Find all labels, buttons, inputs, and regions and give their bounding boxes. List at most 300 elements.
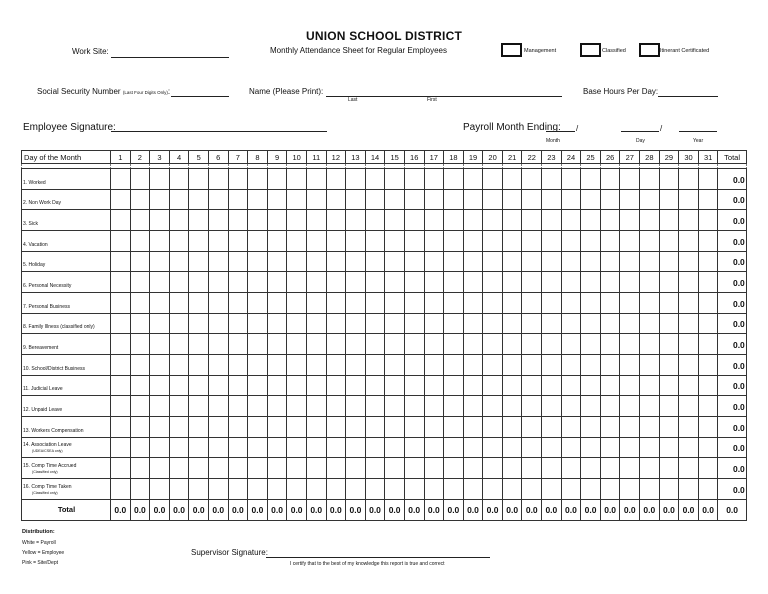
- day-entry-cell[interactable]: [620, 396, 640, 417]
- day-entry-cell[interactable]: [463, 396, 483, 417]
- day-entry-cell[interactable]: [522, 458, 542, 479]
- day-entry-cell[interactable]: [542, 354, 562, 375]
- day-entry-cell[interactable]: [228, 313, 248, 334]
- supervisor-signature-field[interactable]: [266, 557, 490, 558]
- day-entry-cell[interactable]: [267, 334, 287, 355]
- day-entry-cell[interactable]: [659, 231, 679, 252]
- day-entry-cell[interactable]: [640, 375, 660, 396]
- day-entry-cell[interactable]: [424, 375, 444, 396]
- day-entry-cell[interactable]: [424, 169, 444, 190]
- day-entry-cell[interactable]: [248, 458, 268, 479]
- day-entry-cell[interactable]: [130, 210, 150, 231]
- day-entry-cell[interactable]: [306, 354, 326, 375]
- day-entry-cell[interactable]: [267, 210, 287, 231]
- day-entry-cell[interactable]: [424, 437, 444, 458]
- day-entry-cell[interactable]: [346, 354, 366, 375]
- day-entry-cell[interactable]: [600, 231, 620, 252]
- day-entry-cell[interactable]: [659, 189, 679, 210]
- day-entry-cell[interactable]: [600, 396, 620, 417]
- day-entry-cell[interactable]: [463, 231, 483, 252]
- day-entry-cell[interactable]: [169, 313, 189, 334]
- day-entry-cell[interactable]: [228, 189, 248, 210]
- day-entry-cell[interactable]: [267, 458, 287, 479]
- day-entry-cell[interactable]: [248, 313, 268, 334]
- day-entry-cell[interactable]: [679, 210, 699, 231]
- day-entry-cell[interactable]: [228, 293, 248, 314]
- day-entry-cell[interactable]: [522, 293, 542, 314]
- day-entry-cell[interactable]: [581, 437, 601, 458]
- day-entry-cell[interactable]: [620, 251, 640, 272]
- day-entry-cell[interactable]: [463, 354, 483, 375]
- day-entry-cell[interactable]: [228, 210, 248, 231]
- day-entry-cell[interactable]: [620, 354, 640, 375]
- day-entry-cell[interactable]: [150, 169, 170, 190]
- day-entry-cell[interactable]: [483, 231, 503, 252]
- day-entry-cell[interactable]: [522, 478, 542, 499]
- day-entry-cell[interactable]: [659, 293, 679, 314]
- day-entry-cell[interactable]: [561, 416, 581, 437]
- day-entry-cell[interactable]: [581, 375, 601, 396]
- day-entry-cell[interactable]: [424, 334, 444, 355]
- day-entry-cell[interactable]: [542, 478, 562, 499]
- day-entry-cell[interactable]: [385, 437, 405, 458]
- day-entry-cell[interactable]: [287, 416, 307, 437]
- day-entry-cell[interactable]: [130, 334, 150, 355]
- day-entry-cell[interactable]: [248, 231, 268, 252]
- day-entry-cell[interactable]: [169, 375, 189, 396]
- day-entry-cell[interactable]: [698, 272, 718, 293]
- day-entry-cell[interactable]: [189, 354, 209, 375]
- day-entry-cell[interactable]: [248, 272, 268, 293]
- day-entry-cell[interactable]: [208, 169, 228, 190]
- day-entry-cell[interactable]: [444, 478, 464, 499]
- day-entry-cell[interactable]: [267, 354, 287, 375]
- day-entry-cell[interactable]: [502, 231, 522, 252]
- day-entry-cell[interactable]: [659, 334, 679, 355]
- day-entry-cell[interactable]: [385, 169, 405, 190]
- day-entry-cell[interactable]: [620, 375, 640, 396]
- day-entry-cell[interactable]: [306, 293, 326, 314]
- day-entry-cell[interactable]: [169, 334, 189, 355]
- day-entry-cell[interactable]: [385, 293, 405, 314]
- day-entry-cell[interactable]: [189, 437, 209, 458]
- day-entry-cell[interactable]: [463, 478, 483, 499]
- day-entry-cell[interactable]: [111, 458, 131, 479]
- day-entry-cell[interactable]: [659, 169, 679, 190]
- day-entry-cell[interactable]: [287, 251, 307, 272]
- ssn-field[interactable]: [171, 96, 229, 97]
- day-entry-cell[interactable]: [111, 210, 131, 231]
- day-entry-cell[interactable]: [542, 375, 562, 396]
- day-entry-cell[interactable]: [522, 231, 542, 252]
- day-entry-cell[interactable]: [130, 313, 150, 334]
- day-entry-cell[interactable]: [659, 313, 679, 334]
- day-entry-cell[interactable]: [561, 169, 581, 190]
- day-entry-cell[interactable]: [522, 334, 542, 355]
- day-entry-cell[interactable]: [483, 210, 503, 231]
- day-entry-cell[interactable]: [208, 251, 228, 272]
- day-entry-cell[interactable]: [698, 293, 718, 314]
- day-entry-cell[interactable]: [346, 169, 366, 190]
- day-entry-cell[interactable]: [385, 458, 405, 479]
- day-entry-cell[interactable]: [483, 478, 503, 499]
- day-entry-cell[interactable]: [444, 313, 464, 334]
- day-entry-cell[interactable]: [208, 293, 228, 314]
- day-entry-cell[interactable]: [600, 293, 620, 314]
- day-entry-cell[interactable]: [600, 354, 620, 375]
- day-entry-cell[interactable]: [287, 169, 307, 190]
- day-entry-cell[interactable]: [561, 375, 581, 396]
- day-entry-cell[interactable]: [542, 334, 562, 355]
- day-entry-cell[interactable]: [385, 375, 405, 396]
- day-entry-cell[interactable]: [502, 169, 522, 190]
- day-entry-cell[interactable]: [502, 354, 522, 375]
- day-entry-cell[interactable]: [561, 437, 581, 458]
- day-entry-cell[interactable]: [698, 354, 718, 375]
- day-entry-cell[interactable]: [698, 169, 718, 190]
- day-entry-cell[interactable]: [228, 231, 248, 252]
- day-entry-cell[interactable]: [248, 189, 268, 210]
- day-entry-cell[interactable]: [502, 210, 522, 231]
- day-entry-cell[interactable]: [659, 210, 679, 231]
- day-entry-cell[interactable]: [189, 458, 209, 479]
- day-entry-cell[interactable]: [306, 189, 326, 210]
- day-entry-cell[interactable]: [404, 231, 424, 252]
- day-entry-cell[interactable]: [169, 169, 189, 190]
- day-entry-cell[interactable]: [620, 313, 640, 334]
- day-entry-cell[interactable]: [444, 375, 464, 396]
- day-entry-cell[interactable]: [267, 293, 287, 314]
- day-entry-cell[interactable]: [326, 458, 346, 479]
- day-entry-cell[interactable]: [150, 396, 170, 417]
- day-entry-cell[interactable]: [659, 272, 679, 293]
- day-entry-cell[interactable]: [502, 189, 522, 210]
- day-entry-cell[interactable]: [444, 437, 464, 458]
- day-entry-cell[interactable]: [169, 231, 189, 252]
- day-entry-cell[interactable]: [404, 293, 424, 314]
- day-entry-cell[interactable]: [326, 437, 346, 458]
- day-entry-cell[interactable]: [679, 458, 699, 479]
- day-entry-cell[interactable]: [169, 478, 189, 499]
- day-entry-cell[interactable]: [698, 210, 718, 231]
- day-entry-cell[interactable]: [483, 169, 503, 190]
- day-entry-cell[interactable]: [169, 354, 189, 375]
- day-entry-cell[interactable]: [600, 272, 620, 293]
- day-entry-cell[interactable]: [150, 437, 170, 458]
- day-entry-cell[interactable]: [463, 293, 483, 314]
- day-entry-cell[interactable]: [346, 416, 366, 437]
- day-entry-cell[interactable]: [640, 458, 660, 479]
- day-entry-cell[interactable]: [522, 416, 542, 437]
- day-entry-cell[interactable]: [385, 354, 405, 375]
- day-entry-cell[interactable]: [326, 478, 346, 499]
- day-entry-cell[interactable]: [483, 354, 503, 375]
- day-entry-cell[interactable]: [287, 375, 307, 396]
- day-entry-cell[interactable]: [424, 396, 444, 417]
- day-entry-cell[interactable]: [483, 396, 503, 417]
- day-entry-cell[interactable]: [542, 458, 562, 479]
- day-entry-cell[interactable]: [169, 396, 189, 417]
- day-entry-cell[interactable]: [130, 396, 150, 417]
- day-entry-cell[interactable]: [208, 478, 228, 499]
- day-entry-cell[interactable]: [287, 396, 307, 417]
- day-entry-cell[interactable]: [208, 334, 228, 355]
- day-entry-cell[interactable]: [267, 478, 287, 499]
- day-entry-cell[interactable]: [189, 375, 209, 396]
- day-entry-cell[interactable]: [287, 334, 307, 355]
- day-entry-cell[interactable]: [189, 189, 209, 210]
- day-entry-cell[interactable]: [581, 396, 601, 417]
- day-entry-cell[interactable]: [640, 334, 660, 355]
- day-entry-cell[interactable]: [424, 251, 444, 272]
- day-entry-cell[interactable]: [424, 313, 444, 334]
- day-entry-cell[interactable]: [463, 375, 483, 396]
- day-entry-cell[interactable]: [561, 293, 581, 314]
- day-entry-cell[interactable]: [561, 231, 581, 252]
- day-entry-cell[interactable]: [581, 334, 601, 355]
- day-entry-cell[interactable]: [365, 189, 385, 210]
- day-entry-cell[interactable]: [542, 396, 562, 417]
- day-entry-cell[interactable]: [679, 251, 699, 272]
- day-entry-cell[interactable]: [444, 354, 464, 375]
- day-entry-cell[interactable]: [248, 478, 268, 499]
- work-site-field[interactable]: [111, 57, 229, 58]
- day-entry-cell[interactable]: [130, 169, 150, 190]
- day-entry-cell[interactable]: [698, 231, 718, 252]
- day-entry-cell[interactable]: [306, 313, 326, 334]
- day-entry-cell[interactable]: [228, 169, 248, 190]
- day-entry-cell[interactable]: [385, 210, 405, 231]
- day-entry-cell[interactable]: [561, 396, 581, 417]
- day-entry-cell[interactable]: [542, 169, 562, 190]
- day-entry-cell[interactable]: [130, 272, 150, 293]
- day-entry-cell[interactable]: [346, 210, 366, 231]
- day-entry-cell[interactable]: [581, 416, 601, 437]
- day-entry-cell[interactable]: [502, 458, 522, 479]
- day-entry-cell[interactable]: [404, 334, 424, 355]
- day-entry-cell[interactable]: [561, 210, 581, 231]
- day-entry-cell[interactable]: [306, 272, 326, 293]
- day-entry-cell[interactable]: [561, 313, 581, 334]
- day-entry-cell[interactable]: [267, 396, 287, 417]
- day-entry-cell[interactable]: [150, 272, 170, 293]
- day-entry-cell[interactable]: [267, 169, 287, 190]
- day-entry-cell[interactable]: [326, 169, 346, 190]
- day-entry-cell[interactable]: [483, 334, 503, 355]
- day-entry-cell[interactable]: [620, 416, 640, 437]
- day-entry-cell[interactable]: [404, 210, 424, 231]
- day-entry-cell[interactable]: [600, 437, 620, 458]
- day-entry-cell[interactable]: [404, 458, 424, 479]
- day-entry-cell[interactable]: [365, 375, 385, 396]
- day-entry-cell[interactable]: [659, 416, 679, 437]
- day-entry-cell[interactable]: [463, 458, 483, 479]
- day-entry-cell[interactable]: [444, 210, 464, 231]
- day-entry-cell[interactable]: [306, 458, 326, 479]
- day-entry-cell[interactable]: [346, 375, 366, 396]
- day-entry-cell[interactable]: [150, 293, 170, 314]
- payroll-year-field[interactable]: [679, 131, 717, 132]
- day-entry-cell[interactable]: [385, 313, 405, 334]
- day-entry-cell[interactable]: [228, 458, 248, 479]
- day-entry-cell[interactable]: [130, 437, 150, 458]
- day-entry-cell[interactable]: [444, 293, 464, 314]
- day-entry-cell[interactable]: [404, 251, 424, 272]
- day-entry-cell[interactable]: [248, 375, 268, 396]
- day-entry-cell[interactable]: [522, 272, 542, 293]
- day-entry-cell[interactable]: [502, 313, 522, 334]
- day-entry-cell[interactable]: [444, 231, 464, 252]
- day-entry-cell[interactable]: [679, 416, 699, 437]
- day-entry-cell[interactable]: [365, 313, 385, 334]
- day-entry-cell[interactable]: [111, 189, 131, 210]
- day-entry-cell[interactable]: [444, 189, 464, 210]
- day-entry-cell[interactable]: [169, 251, 189, 272]
- day-entry-cell[interactable]: [581, 293, 601, 314]
- day-entry-cell[interactable]: [189, 416, 209, 437]
- day-entry-cell[interactable]: [306, 231, 326, 252]
- day-entry-cell[interactable]: [542, 437, 562, 458]
- day-entry-cell[interactable]: [600, 334, 620, 355]
- day-entry-cell[interactable]: [483, 189, 503, 210]
- day-entry-cell[interactable]: [581, 458, 601, 479]
- day-entry-cell[interactable]: [640, 189, 660, 210]
- day-entry-cell[interactable]: [150, 231, 170, 252]
- day-entry-cell[interactable]: [620, 272, 640, 293]
- day-entry-cell[interactable]: [150, 189, 170, 210]
- itinerant-certificated-checkbox[interactable]: [639, 43, 660, 57]
- day-entry-cell[interactable]: [248, 251, 268, 272]
- day-entry-cell[interactable]: [267, 272, 287, 293]
- day-entry-cell[interactable]: [424, 231, 444, 252]
- day-entry-cell[interactable]: [542, 189, 562, 210]
- day-entry-cell[interactable]: [522, 437, 542, 458]
- day-entry-cell[interactable]: [502, 478, 522, 499]
- day-entry-cell[interactable]: [208, 313, 228, 334]
- day-entry-cell[interactable]: [150, 334, 170, 355]
- day-entry-cell[interactable]: [502, 396, 522, 417]
- day-entry-cell[interactable]: [640, 396, 660, 417]
- day-entry-cell[interactable]: [248, 416, 268, 437]
- day-entry-cell[interactable]: [561, 272, 581, 293]
- day-entry-cell[interactable]: [600, 189, 620, 210]
- day-entry-cell[interactable]: [581, 169, 601, 190]
- day-entry-cell[interactable]: [561, 251, 581, 272]
- day-entry-cell[interactable]: [424, 272, 444, 293]
- day-entry-cell[interactable]: [326, 354, 346, 375]
- day-entry-cell[interactable]: [130, 375, 150, 396]
- day-entry-cell[interactable]: [581, 272, 601, 293]
- day-entry-cell[interactable]: [679, 272, 699, 293]
- day-entry-cell[interactable]: [679, 437, 699, 458]
- day-entry-cell[interactable]: [150, 210, 170, 231]
- day-entry-cell[interactable]: [169, 458, 189, 479]
- day-entry-cell[interactable]: [600, 478, 620, 499]
- day-entry-cell[interactable]: [189, 478, 209, 499]
- day-entry-cell[interactable]: [111, 313, 131, 334]
- day-entry-cell[interactable]: [189, 169, 209, 190]
- day-entry-cell[interactable]: [208, 231, 228, 252]
- day-entry-cell[interactable]: [111, 375, 131, 396]
- day-entry-cell[interactable]: [365, 354, 385, 375]
- day-entry-cell[interactable]: [463, 210, 483, 231]
- day-entry-cell[interactable]: [561, 189, 581, 210]
- day-entry-cell[interactable]: [679, 189, 699, 210]
- day-entry-cell[interactable]: [111, 231, 131, 252]
- day-entry-cell[interactable]: [561, 334, 581, 355]
- day-entry-cell[interactable]: [522, 313, 542, 334]
- payroll-month-field-ext[interactable]: [546, 131, 575, 132]
- day-entry-cell[interactable]: [208, 437, 228, 458]
- day-entry-cell[interactable]: [620, 189, 640, 210]
- day-entry-cell[interactable]: [306, 416, 326, 437]
- day-entry-cell[interactable]: [483, 251, 503, 272]
- day-entry-cell[interactable]: [620, 231, 640, 252]
- day-entry-cell[interactable]: [385, 189, 405, 210]
- day-entry-cell[interactable]: [698, 478, 718, 499]
- day-entry-cell[interactable]: [463, 169, 483, 190]
- day-entry-cell[interactable]: [600, 210, 620, 231]
- day-entry-cell[interactable]: [287, 354, 307, 375]
- day-entry-cell[interactable]: [522, 375, 542, 396]
- day-entry-cell[interactable]: [679, 293, 699, 314]
- day-entry-cell[interactable]: [267, 416, 287, 437]
- day-entry-cell[interactable]: [502, 272, 522, 293]
- day-entry-cell[interactable]: [600, 458, 620, 479]
- day-entry-cell[interactable]: [659, 251, 679, 272]
- day-entry-cell[interactable]: [169, 210, 189, 231]
- day-entry-cell[interactable]: [640, 210, 660, 231]
- day-entry-cell[interactable]: [365, 478, 385, 499]
- day-entry-cell[interactable]: [346, 396, 366, 417]
- day-entry-cell[interactable]: [620, 210, 640, 231]
- day-entry-cell[interactable]: [444, 272, 464, 293]
- day-entry-cell[interactable]: [326, 313, 346, 334]
- day-entry-cell[interactable]: [189, 231, 209, 252]
- day-entry-cell[interactable]: [404, 437, 424, 458]
- day-entry-cell[interactable]: [659, 354, 679, 375]
- employee-signature-field[interactable]: [111, 131, 327, 132]
- day-entry-cell[interactable]: [659, 478, 679, 499]
- day-entry-cell[interactable]: [542, 313, 562, 334]
- day-entry-cell[interactable]: [306, 375, 326, 396]
- day-entry-cell[interactable]: [169, 272, 189, 293]
- day-entry-cell[interactable]: [444, 458, 464, 479]
- day-entry-cell[interactable]: [600, 169, 620, 190]
- day-entry-cell[interactable]: [228, 334, 248, 355]
- day-entry-cell[interactable]: [581, 210, 601, 231]
- day-entry-cell[interactable]: [522, 251, 542, 272]
- day-entry-cell[interactable]: [483, 313, 503, 334]
- day-entry-cell[interactable]: [679, 354, 699, 375]
- day-entry-cell[interactable]: [385, 416, 405, 437]
- day-entry-cell[interactable]: [581, 313, 601, 334]
- day-entry-cell[interactable]: [640, 169, 660, 190]
- day-entry-cell[interactable]: [483, 272, 503, 293]
- day-entry-cell[interactable]: [326, 251, 346, 272]
- day-entry-cell[interactable]: [424, 478, 444, 499]
- day-entry-cell[interactable]: [404, 189, 424, 210]
- day-entry-cell[interactable]: [208, 354, 228, 375]
- day-entry-cell[interactable]: [346, 458, 366, 479]
- day-entry-cell[interactable]: [698, 313, 718, 334]
- day-entry-cell[interactable]: [502, 334, 522, 355]
- day-entry-cell[interactable]: [346, 293, 366, 314]
- day-entry-cell[interactable]: [444, 334, 464, 355]
- day-entry-cell[interactable]: [189, 313, 209, 334]
- day-entry-cell[interactable]: [169, 437, 189, 458]
- day-entry-cell[interactable]: [640, 272, 660, 293]
